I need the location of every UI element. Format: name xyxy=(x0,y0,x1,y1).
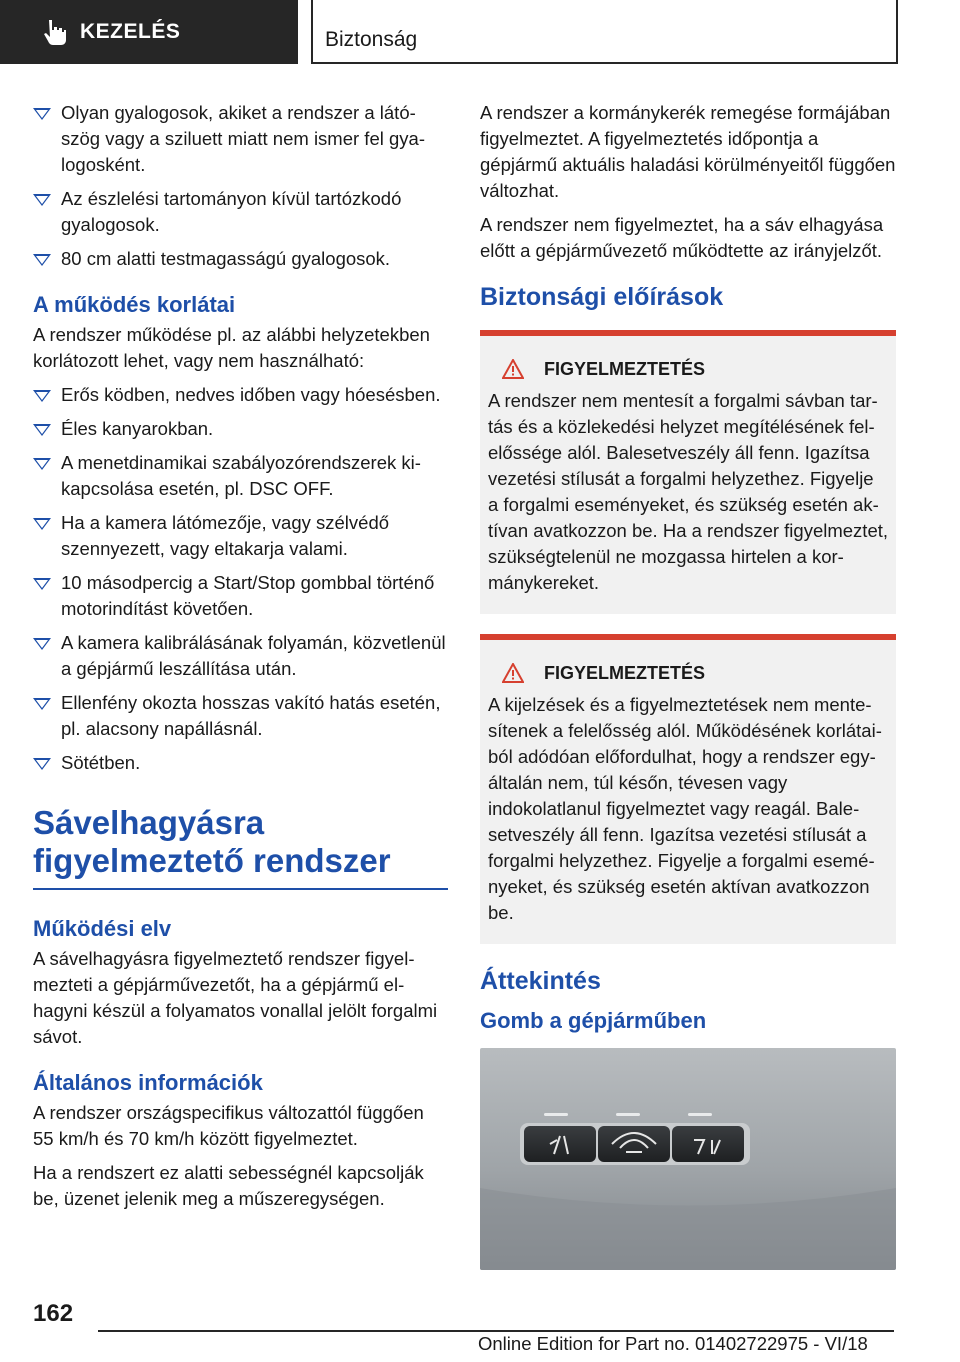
button-heading: Gomb a gépjárműben xyxy=(480,1008,707,1033)
list-item: Erős ködben, nedves időben vagy hóesésben. xyxy=(33,382,448,408)
list-item: Sötétben. xyxy=(33,750,448,776)
edition-text: Online Edition for Part no. 01402722975 - VI/18 xyxy=(478,1333,868,1354)
lane-departure-button[interactable] xyxy=(524,1126,596,1162)
indicator-led xyxy=(688,1113,712,1116)
section-tab xyxy=(0,0,298,64)
speed-limit-button[interactable] xyxy=(672,1126,744,1162)
list-item: A menetdinamikai szabályozórendszerek kikapcsolása esetén, pl. DSC OFF. xyxy=(33,450,448,502)
general-text-2: Ha a rendszert ez alatti sebességnél kapcsolják be, üzenet jelenik meg a műszeregységen. xyxy=(33,1162,424,1209)
triangle-bullet-icon xyxy=(33,424,51,436)
overview-heading: Áttekintés xyxy=(480,967,601,995)
triangle-bullet-icon xyxy=(33,254,51,266)
page-number: 162 xyxy=(33,1300,74,1327)
principle-heading: Működési elv xyxy=(33,916,172,941)
warning-title: FIGYELMEZTETÉS xyxy=(544,663,706,683)
indicator-led xyxy=(544,1113,568,1116)
triangle-bullet-icon xyxy=(33,194,51,206)
warning-triangle-icon xyxy=(502,663,524,683)
warning-title: FIGYELMEZTETÉS xyxy=(544,359,706,379)
list-item: 80 cm alatti testmagasságú gyalogosok. xyxy=(33,246,448,272)
section-title: Biztonság xyxy=(325,28,418,51)
indicator-led xyxy=(616,1113,640,1116)
triangle-bullet-icon xyxy=(33,518,51,530)
header-section-box xyxy=(311,0,898,64)
list-item: 10 másodpercig a Start/Stop gombbal történő motorindítást követően. xyxy=(33,570,448,622)
right-column xyxy=(480,100,896,1277)
section-tab-label: KEZELÉS xyxy=(80,20,181,43)
warning-box xyxy=(480,634,896,944)
limits-heading: A működés korlátai xyxy=(33,292,236,317)
paragraph: A rendszer nem figyelmeztet, ha a sáv elhagyása előtt a gépjárművezető működtette az irányjelzőt. xyxy=(480,214,884,261)
safety-heading: Biztonsági előírások xyxy=(480,283,724,311)
list-item: Ellenfény okozta hosszas vakító hatás esetén, pl. alacsony napállásnál. xyxy=(33,690,448,742)
hand-pointer-icon xyxy=(40,18,68,46)
warning-text: A kijelzések és a figyelmeztetések nem mentesítenek a felelősség alól. Működésének korlátaiból adódóan előfordulhat, hogy a rendszer egyáltalán nem, túl későn, tévesen vagy indokolatlanul figyelmeztet vagy reagál. Balesetveszély áll fenn. Igazítsa vezetési stílusát a forgalmi helyzethez. Figyelje a forgalmi eseményeket, és szükség esetén aktívan avatkozzon be. xyxy=(488,694,882,923)
triangle-bullet-icon xyxy=(33,108,51,120)
warning-text: A rendszer nem mentesít a forgalmi sávban tartás és a közlekedési helyzet megítélésének felelőssége alól. Balesetveszély áll fenn. Igazítsa vezetési stílusát a forgalmi helyzethez. Figyelje a forgalmi eseményeket, és szükség esetén aktívan avatkozzon be. Ha a rendszer figyelmeztet, szükségtelenül ne mozgassa hirtelen a kormánykereket. xyxy=(488,390,889,593)
car-button-panel-photo xyxy=(480,1048,896,1270)
triangle-bullet-icon xyxy=(33,758,51,770)
intro-bullet-list xyxy=(33,100,448,272)
limits-bullet-list xyxy=(33,382,448,776)
limits-text: A rendszer működése pl. az alábbi helyzetekben korlátozott lehet, vagy nem használható: xyxy=(33,324,430,371)
triangle-bullet-icon xyxy=(33,638,51,650)
collision-warning-button[interactable] xyxy=(598,1126,670,1162)
triangle-bullet-icon xyxy=(33,578,51,590)
list-item: Az észlelési tartományon kívül tartózkodó gyalogosok. xyxy=(33,186,448,238)
warning-triangle-icon xyxy=(502,359,524,379)
footer-rule xyxy=(98,1330,894,1332)
paragraph: A rendszer a kormánykerék remegése formájában figyelmeztet. A figyelmeztetés időpontja a gépjármű aktuális haladási körülményeitől függően változhat. xyxy=(480,102,896,201)
triangle-bullet-icon xyxy=(33,390,51,402)
general-heading: Általános információk xyxy=(33,1070,263,1095)
list-item: Éles kanyarokban. xyxy=(33,416,448,442)
main-heading: Sávelhagyásra figyelmeztető rendszer xyxy=(33,804,391,879)
triangle-bullet-icon xyxy=(33,458,51,470)
list-item: Olyan gyalogosok, akiket a rendszer a látószög vagy a sziluett miatt nem ismer fel gyalogosként. xyxy=(33,100,448,178)
triangle-bullet-icon xyxy=(33,698,51,710)
general-text-1: A rendszer országspecifikus változattól függően 55 km/h és 70 km/h között figyelmeztet. xyxy=(33,1102,424,1149)
list-item: Ha a kamera látómezője, vagy szélvédő szennyezett, vagy eltakarja valami. xyxy=(33,510,448,562)
heading-rule xyxy=(33,888,448,890)
warning-box xyxy=(480,330,896,614)
list-item: A kamera kalibrálásának folyamán, közvetlenül a gépjármű leszállítása után. xyxy=(33,630,448,682)
principle-text: A sávelhagyásra figyelmeztető rendszer figyelmezteti a gépjárművezetőt, ha a gépjármű elhagyni készül a folyamatos vonallal jelölt forgalmi sávot. xyxy=(33,948,438,1047)
left-column xyxy=(33,100,448,1220)
